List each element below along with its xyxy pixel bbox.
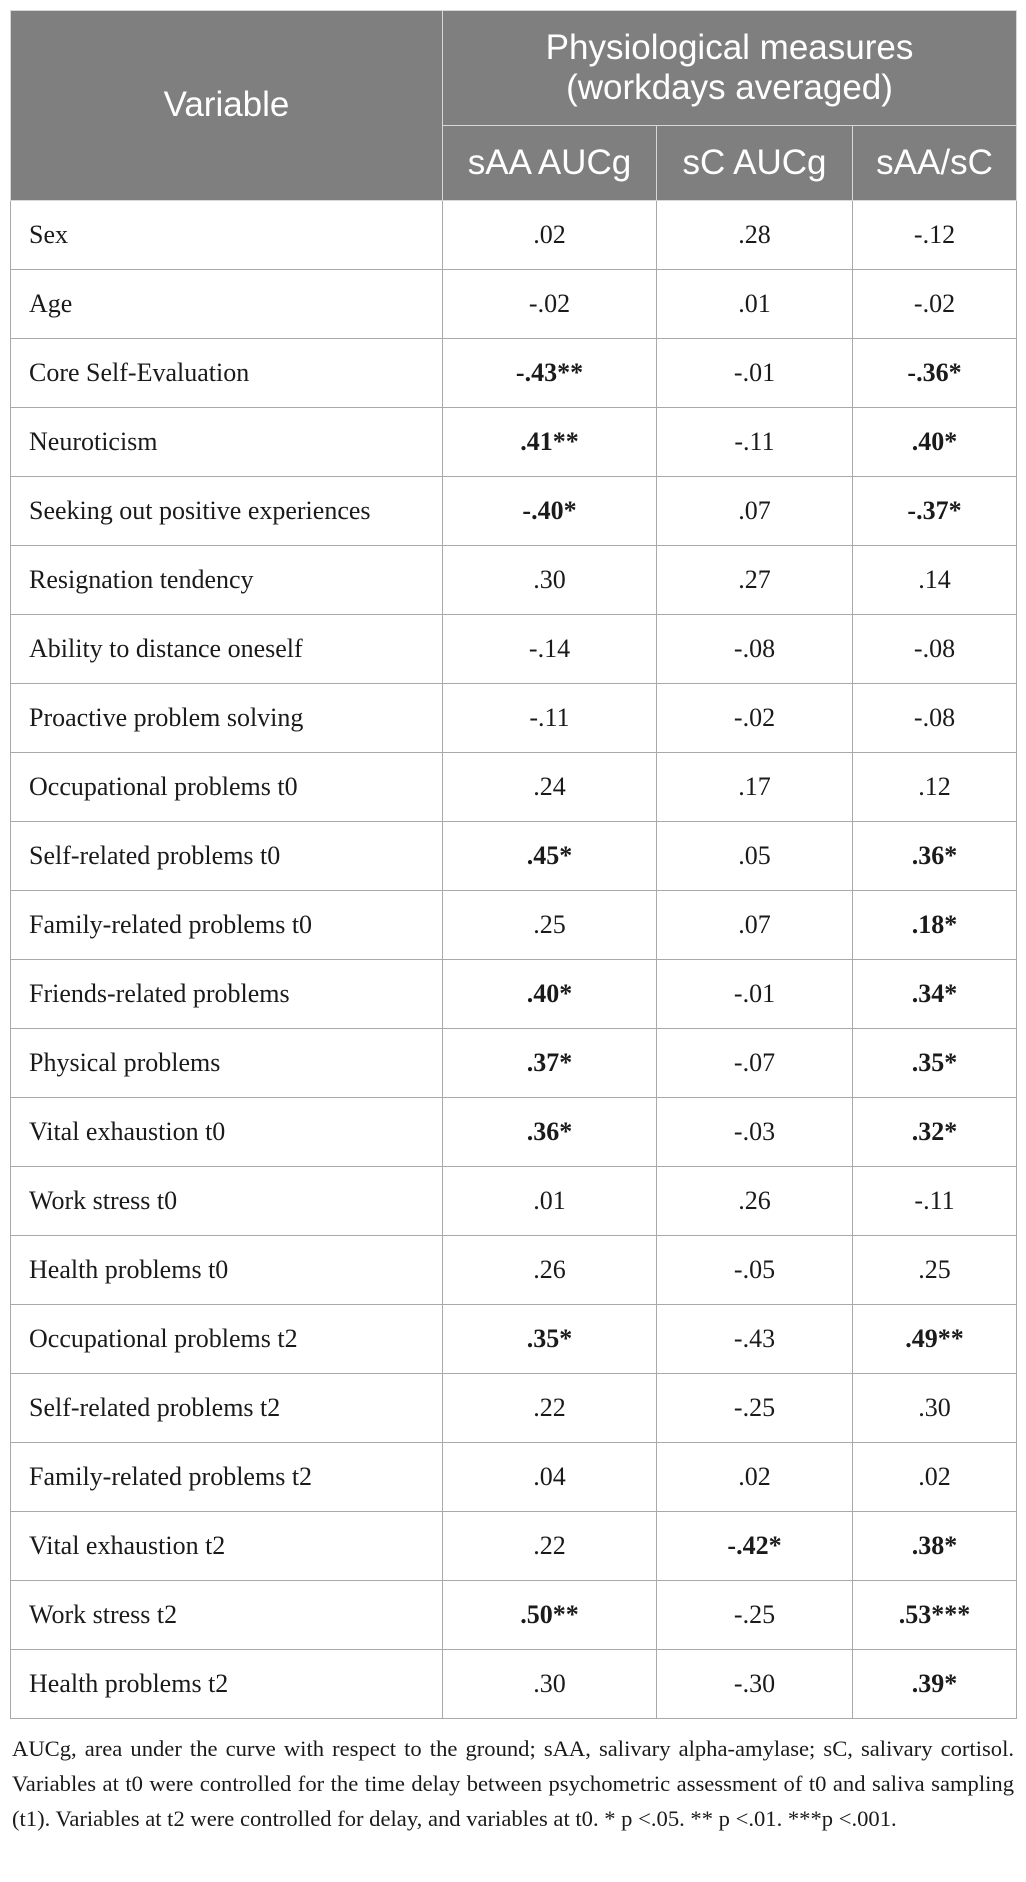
row-value bbox=[853, 615, 1017, 684]
value: -.43 bbox=[733, 1324, 776, 1353]
row-value bbox=[657, 684, 853, 753]
row-value bbox=[657, 615, 853, 684]
row-value bbox=[443, 408, 657, 477]
significant-value: -.36* bbox=[907, 358, 962, 387]
value: -.08 bbox=[913, 703, 956, 732]
row-value bbox=[853, 1098, 1017, 1167]
value: .30 bbox=[918, 1393, 951, 1422]
row-value bbox=[657, 546, 853, 615]
value: .22 bbox=[533, 1531, 566, 1560]
significant-value: -.37* bbox=[907, 496, 962, 525]
value: -.08 bbox=[913, 634, 956, 663]
table-row bbox=[11, 1029, 1017, 1098]
significant-value: .41** bbox=[520, 427, 579, 456]
row-variable: Occupational problems t0 bbox=[11, 753, 443, 822]
row-value bbox=[657, 1098, 853, 1167]
table-header bbox=[11, 11, 1017, 201]
row-value bbox=[657, 891, 853, 960]
significant-value: .39* bbox=[911, 1669, 958, 1698]
table-row bbox=[11, 891, 1017, 960]
row-value bbox=[853, 1443, 1017, 1512]
row-value bbox=[657, 408, 853, 477]
row-variable: Age bbox=[11, 270, 443, 339]
significant-value: .35* bbox=[911, 1048, 958, 1077]
significant-value: -.42* bbox=[727, 1531, 782, 1560]
table-container bbox=[10, 10, 1016, 1836]
value: .25 bbox=[918, 1255, 951, 1284]
table-row bbox=[11, 1167, 1017, 1236]
value: .04 bbox=[533, 1462, 566, 1491]
value: -.02 bbox=[733, 703, 776, 732]
table-row bbox=[11, 684, 1017, 753]
row-variable: Vital exhaustion t0 bbox=[11, 1098, 443, 1167]
row-variable: Friends-related problems bbox=[11, 960, 443, 1029]
value: .30 bbox=[533, 1669, 566, 1698]
significant-value: .49** bbox=[905, 1324, 964, 1353]
row-value bbox=[853, 270, 1017, 339]
row-value bbox=[853, 1374, 1017, 1443]
table-row bbox=[11, 1443, 1017, 1512]
significant-value: -.43** bbox=[515, 358, 584, 387]
row-value bbox=[443, 1029, 657, 1098]
table-row bbox=[11, 615, 1017, 684]
row-value bbox=[657, 753, 853, 822]
value: .07 bbox=[738, 496, 771, 525]
row-value bbox=[657, 339, 853, 408]
row-value bbox=[853, 408, 1017, 477]
row-value bbox=[443, 270, 657, 339]
value: -.30 bbox=[733, 1669, 776, 1698]
header-col-saa-aucg: sAA AUCg bbox=[443, 126, 657, 201]
row-variable: Core Self-Evaluation bbox=[11, 339, 443, 408]
row-value bbox=[853, 1029, 1017, 1098]
value: .26 bbox=[738, 1186, 771, 1215]
significant-value: .35* bbox=[526, 1324, 573, 1353]
row-value bbox=[657, 477, 853, 546]
row-value bbox=[853, 339, 1017, 408]
row-value bbox=[657, 1650, 853, 1719]
value: .12 bbox=[918, 772, 951, 801]
significant-value: -.40* bbox=[522, 496, 577, 525]
value: .01 bbox=[738, 289, 771, 318]
row-value bbox=[853, 1650, 1017, 1719]
value: .01 bbox=[533, 1186, 566, 1215]
row-value bbox=[443, 1098, 657, 1167]
row-variable: Vital exhaustion t2 bbox=[11, 1512, 443, 1581]
value: -.01 bbox=[733, 979, 776, 1008]
row-variable: Work stress t0 bbox=[11, 1167, 443, 1236]
value: .27 bbox=[738, 565, 771, 594]
value: -.11 bbox=[529, 703, 570, 732]
row-value bbox=[443, 1512, 657, 1581]
table-row bbox=[11, 339, 1017, 408]
row-value bbox=[657, 1029, 853, 1098]
row-value bbox=[853, 1305, 1017, 1374]
value: -.25 bbox=[733, 1393, 776, 1422]
value: .07 bbox=[738, 910, 771, 939]
row-value bbox=[657, 1374, 853, 1443]
significant-value: .36* bbox=[526, 1117, 573, 1146]
row-value bbox=[853, 1512, 1017, 1581]
table-row bbox=[11, 477, 1017, 546]
significant-value: .32* bbox=[911, 1117, 958, 1146]
value: -.02 bbox=[528, 289, 571, 318]
table-row bbox=[11, 270, 1017, 339]
value: -.14 bbox=[528, 634, 571, 663]
row-variable: Family-related problems t0 bbox=[11, 891, 443, 960]
row-value bbox=[853, 477, 1017, 546]
row-value bbox=[657, 1443, 853, 1512]
row-value bbox=[443, 1581, 657, 1650]
value: .05 bbox=[738, 841, 771, 870]
row-value bbox=[443, 684, 657, 753]
row-value bbox=[443, 1443, 657, 1512]
row-value bbox=[657, 1512, 853, 1581]
significant-value: .45* bbox=[526, 841, 573, 870]
row-value bbox=[443, 1305, 657, 1374]
value: .26 bbox=[533, 1255, 566, 1284]
row-value bbox=[443, 1167, 657, 1236]
table-row bbox=[11, 1098, 1017, 1167]
row-value bbox=[657, 201, 853, 270]
row-value bbox=[657, 1305, 853, 1374]
value: .22 bbox=[533, 1393, 566, 1422]
value: .02 bbox=[738, 1462, 771, 1491]
row-variable: Sex bbox=[11, 201, 443, 270]
value: .24 bbox=[533, 772, 566, 801]
row-value bbox=[657, 270, 853, 339]
row-value bbox=[443, 615, 657, 684]
row-variable: Health problems t2 bbox=[11, 1650, 443, 1719]
value: -.11 bbox=[734, 427, 775, 456]
row-value bbox=[657, 1581, 853, 1650]
significant-value: .38* bbox=[911, 1531, 958, 1560]
row-value bbox=[853, 201, 1017, 270]
table-row bbox=[11, 960, 1017, 1029]
row-variable: Work stress t2 bbox=[11, 1581, 443, 1650]
row-value bbox=[853, 684, 1017, 753]
row-value bbox=[443, 1650, 657, 1719]
table-row bbox=[11, 1236, 1017, 1305]
row-value bbox=[443, 546, 657, 615]
value: .14 bbox=[918, 565, 951, 594]
row-value bbox=[443, 891, 657, 960]
value: -.02 bbox=[913, 289, 956, 318]
table-row bbox=[11, 822, 1017, 891]
row-value bbox=[443, 822, 657, 891]
row-value bbox=[853, 891, 1017, 960]
row-value bbox=[853, 1581, 1017, 1650]
significant-value: .40* bbox=[526, 979, 573, 1008]
row-variable: Self-related problems t2 bbox=[11, 1374, 443, 1443]
value: -.07 bbox=[733, 1048, 776, 1077]
value: .30 bbox=[533, 565, 566, 594]
row-value bbox=[657, 1167, 853, 1236]
row-value bbox=[443, 960, 657, 1029]
value: .28 bbox=[738, 220, 771, 249]
table-row bbox=[11, 201, 1017, 270]
significant-value: .18* bbox=[911, 910, 958, 939]
table-row bbox=[11, 546, 1017, 615]
row-value bbox=[853, 546, 1017, 615]
value: -.05 bbox=[733, 1255, 776, 1284]
value: -.03 bbox=[733, 1117, 776, 1146]
row-value bbox=[443, 753, 657, 822]
value: .02 bbox=[918, 1462, 951, 1491]
significant-value: .34* bbox=[911, 979, 958, 1008]
row-variable: Seeking out positive experiences bbox=[11, 477, 443, 546]
row-value bbox=[443, 339, 657, 408]
row-variable: Resignation tendency bbox=[11, 546, 443, 615]
table-body bbox=[11, 201, 1017, 1719]
value: -.01 bbox=[733, 358, 776, 387]
table-row bbox=[11, 1512, 1017, 1581]
significant-value: .36* bbox=[911, 841, 958, 870]
row-value bbox=[657, 1236, 853, 1305]
value: -.25 bbox=[733, 1600, 776, 1629]
header-variable: Variable bbox=[11, 11, 443, 201]
row-variable: Self-related problems t0 bbox=[11, 822, 443, 891]
row-variable: Proactive problem solving bbox=[11, 684, 443, 753]
value: -.11 bbox=[914, 1186, 955, 1215]
row-value bbox=[443, 1374, 657, 1443]
row-variable: Family-related problems t2 bbox=[11, 1443, 443, 1512]
row-value bbox=[657, 822, 853, 891]
row-value bbox=[443, 201, 657, 270]
row-value bbox=[657, 960, 853, 1029]
row-value bbox=[853, 753, 1017, 822]
value: -.12 bbox=[913, 220, 956, 249]
row-value bbox=[853, 960, 1017, 1029]
value: .02 bbox=[533, 220, 566, 249]
value: .17 bbox=[738, 772, 771, 801]
row-value bbox=[853, 1236, 1017, 1305]
header-col-saa-sc: sAA/sC bbox=[853, 126, 1017, 201]
header-group: Physiological measures (workdays averaged) bbox=[443, 11, 1017, 126]
row-value bbox=[443, 477, 657, 546]
significant-value: .37* bbox=[526, 1048, 573, 1077]
table-row bbox=[11, 1305, 1017, 1374]
significant-value: .50** bbox=[520, 1600, 579, 1629]
row-variable: Occupational problems t2 bbox=[11, 1305, 443, 1374]
row-variable: Neuroticism bbox=[11, 408, 443, 477]
table-row bbox=[11, 408, 1017, 477]
row-variable: Physical problems bbox=[11, 1029, 443, 1098]
table-row bbox=[11, 1374, 1017, 1443]
table-row bbox=[11, 1650, 1017, 1719]
row-variable: Health problems t0 bbox=[11, 1236, 443, 1305]
table-row bbox=[11, 1581, 1017, 1650]
header-col-sc-aucg: sC AUCg bbox=[657, 126, 853, 201]
table-row bbox=[11, 753, 1017, 822]
significant-value: .53*** bbox=[898, 1600, 971, 1629]
value: -.08 bbox=[733, 634, 776, 663]
table-footnote: AUCg, area under the curve with respect to the ground; sAA, salivary alpha-amylase; sC, salivary cortisol. Variables at t0 were controlled for the time delay between psychometric assessment of t0 and saliva sampling (t1). Variables at t2 were controlled for delay, and variables at t0. * p <.05. ** p <.01. ***p <.001. bbox=[12, 1736, 1014, 1831]
correlation-table bbox=[10, 10, 1017, 1719]
significant-value: .40* bbox=[911, 427, 958, 456]
row-value bbox=[853, 1167, 1017, 1236]
row-value bbox=[443, 1236, 657, 1305]
row-value bbox=[853, 822, 1017, 891]
value: .25 bbox=[533, 910, 566, 939]
row-variable: Ability to distance oneself bbox=[11, 615, 443, 684]
